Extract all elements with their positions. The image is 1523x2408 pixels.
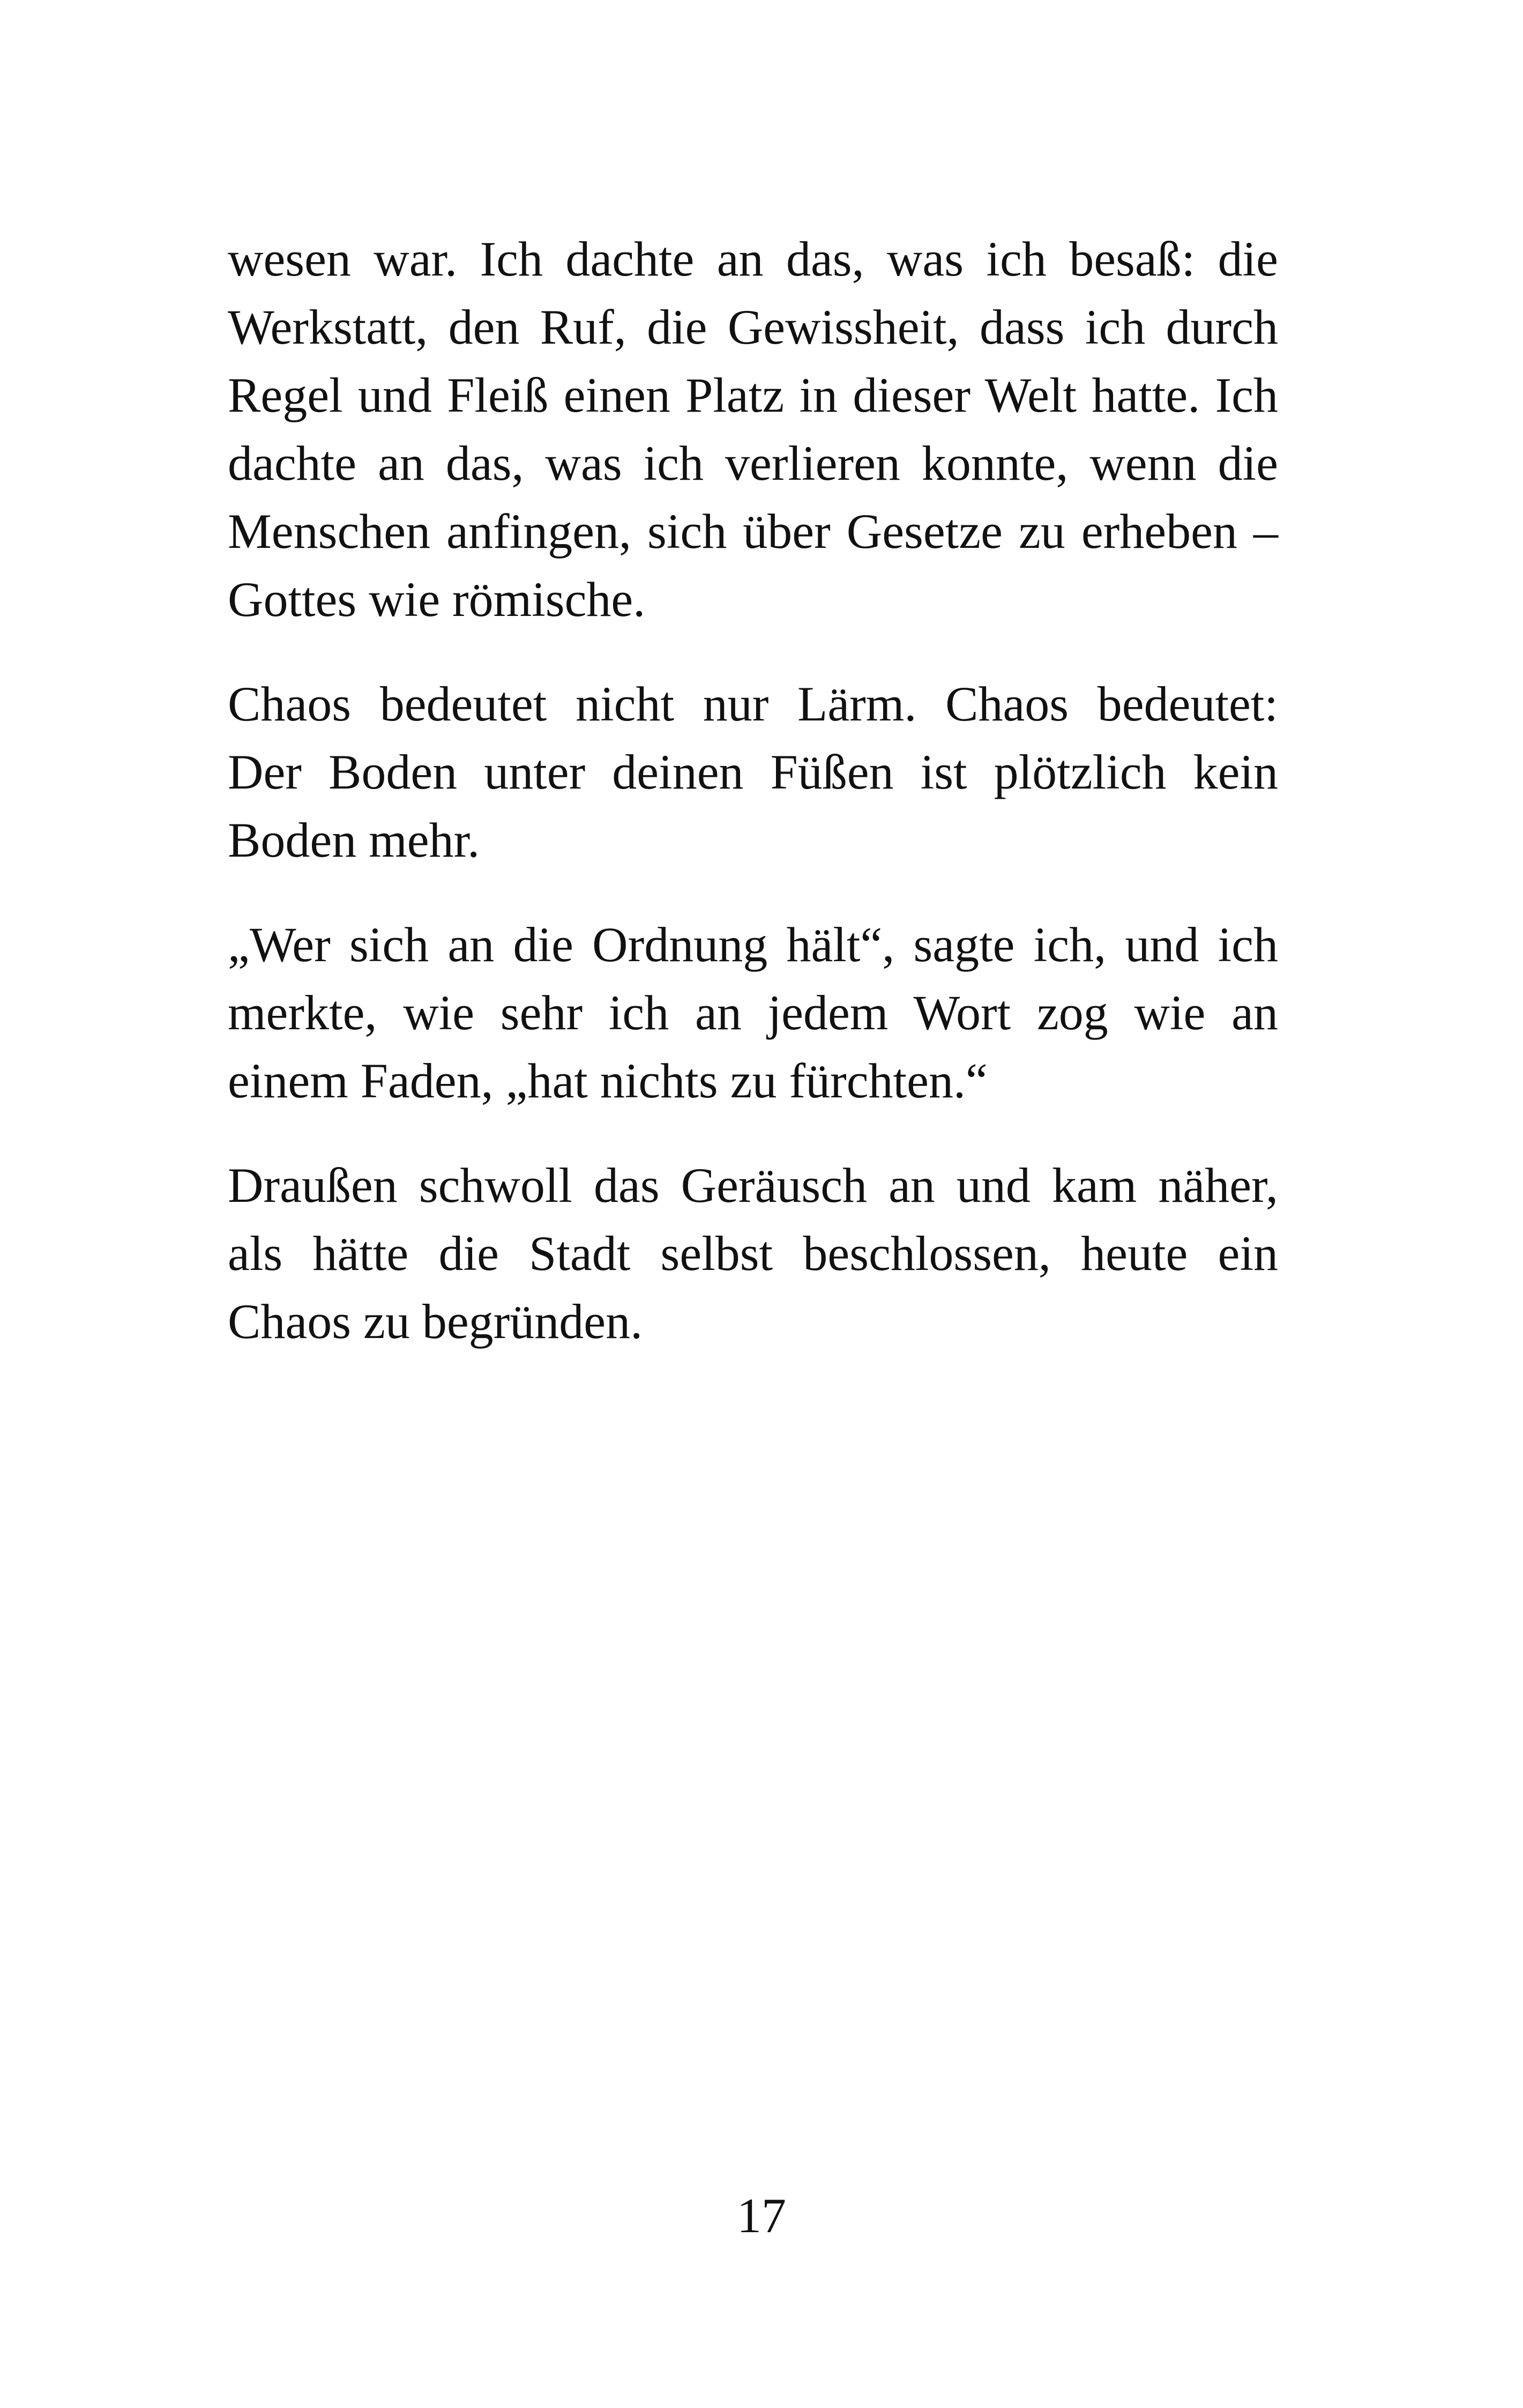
text-line: einem Faden, „hat nichts zu fürchten.“: [228, 1053, 988, 1108]
text-line: Chaos bedeutet nicht nur Lärm. Chaos bedeutet:: [228, 677, 1278, 731]
paragraph-3: [228, 911, 1278, 1115]
text-line: Draußen schwoll das Geräusch an und kam näher,: [228, 1158, 1278, 1213]
page-number: 17: [737, 2188, 786, 2243]
paragraph-1: [228, 225, 1278, 634]
text-line: Werkstatt, den Ruf, die Gewissheit, dass ich durch: [228, 300, 1278, 354]
paragraph-4: [228, 1151, 1278, 1356]
text-line: Boden mehr.: [228, 813, 480, 867]
body-text: [228, 225, 1278, 1392]
text-line: Gottes wie römische.: [228, 572, 646, 627]
text-line: Menschen anfingen, sich über Gesetze zu erheben –: [228, 504, 1278, 559]
text-line: als hätte die Stadt selbst beschlossen, heute ein: [228, 1226, 1278, 1281]
text-line: dachte an das, was ich verlieren konnte, wenn die: [228, 436, 1278, 490]
paragraph-2: [228, 670, 1278, 874]
text-line: Chaos zu begründen.: [228, 1294, 643, 1349]
text-line: Der Boden unter deinen Füßen ist plötzlich kein: [228, 745, 1278, 799]
text-line: Regel und Fleiß einen Platz in dieser Welt hatte. Ich: [228, 368, 1278, 422]
text-line: „Wer sich an die Ordnung hält“, sagte ich, und ich: [228, 917, 1278, 972]
text-line: wesen war. Ich dachte an das, was ich besaß: die: [228, 232, 1278, 286]
text-line: merkte, wie sehr ich an jedem Wort zog wie an: [228, 985, 1278, 1040]
